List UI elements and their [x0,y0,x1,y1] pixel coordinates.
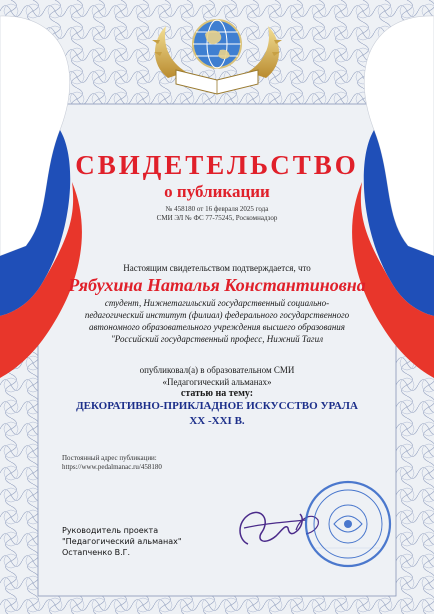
smi-registration: СМИ ЭЛ № ФС 77-75245, Роскомнадзор [156,214,278,222]
signatory-role: Руководитель проекта [62,526,159,535]
published-text: опубликовал(а) в образовательном СМИ [139,365,295,375]
publication-url[interactable]: https://www.pedalmanac.ru/458180 [62,463,162,471]
certificate-number: № 458180 от 16 февраля 2025 года [165,205,269,213]
certificate-title: СВИДЕТЕЛЬСТВО [75,150,359,180]
signatory-organization: "Педагогический альманах" [62,537,182,546]
certificate-subtitle: о публикации [164,182,270,201]
signatory-name: Остапченко В.Г. [62,548,131,557]
recipient-name: Рябухина Наталья Константиновна [68,275,366,295]
article-title-continued: XX -XXI В. [189,415,245,427]
recipient-description-line: "Российский государственный професс, Нижний Тагил [111,334,323,344]
topic-label: статью на тему: [180,388,254,399]
recipient-description-line: педагогический институт (филиал) федерального государственного [84,310,350,320]
intro-text: Настоящим свидетельством подтверждается, что [123,263,311,273]
address-label: Постоянный адрес публикации: [62,454,157,462]
recipient-description-line: студент, Нижнетагильский государственный социально- [104,298,330,308]
recipient-description-line: автономного образовательного учреждения высшего образования [89,322,345,332]
article-title: ДЕКОРАТИВНО-ПРИКЛАДНОЕ ИСКУССТВО УРАЛА [76,400,358,412]
almanac-name: «Педагогический альманах» [162,377,272,387]
